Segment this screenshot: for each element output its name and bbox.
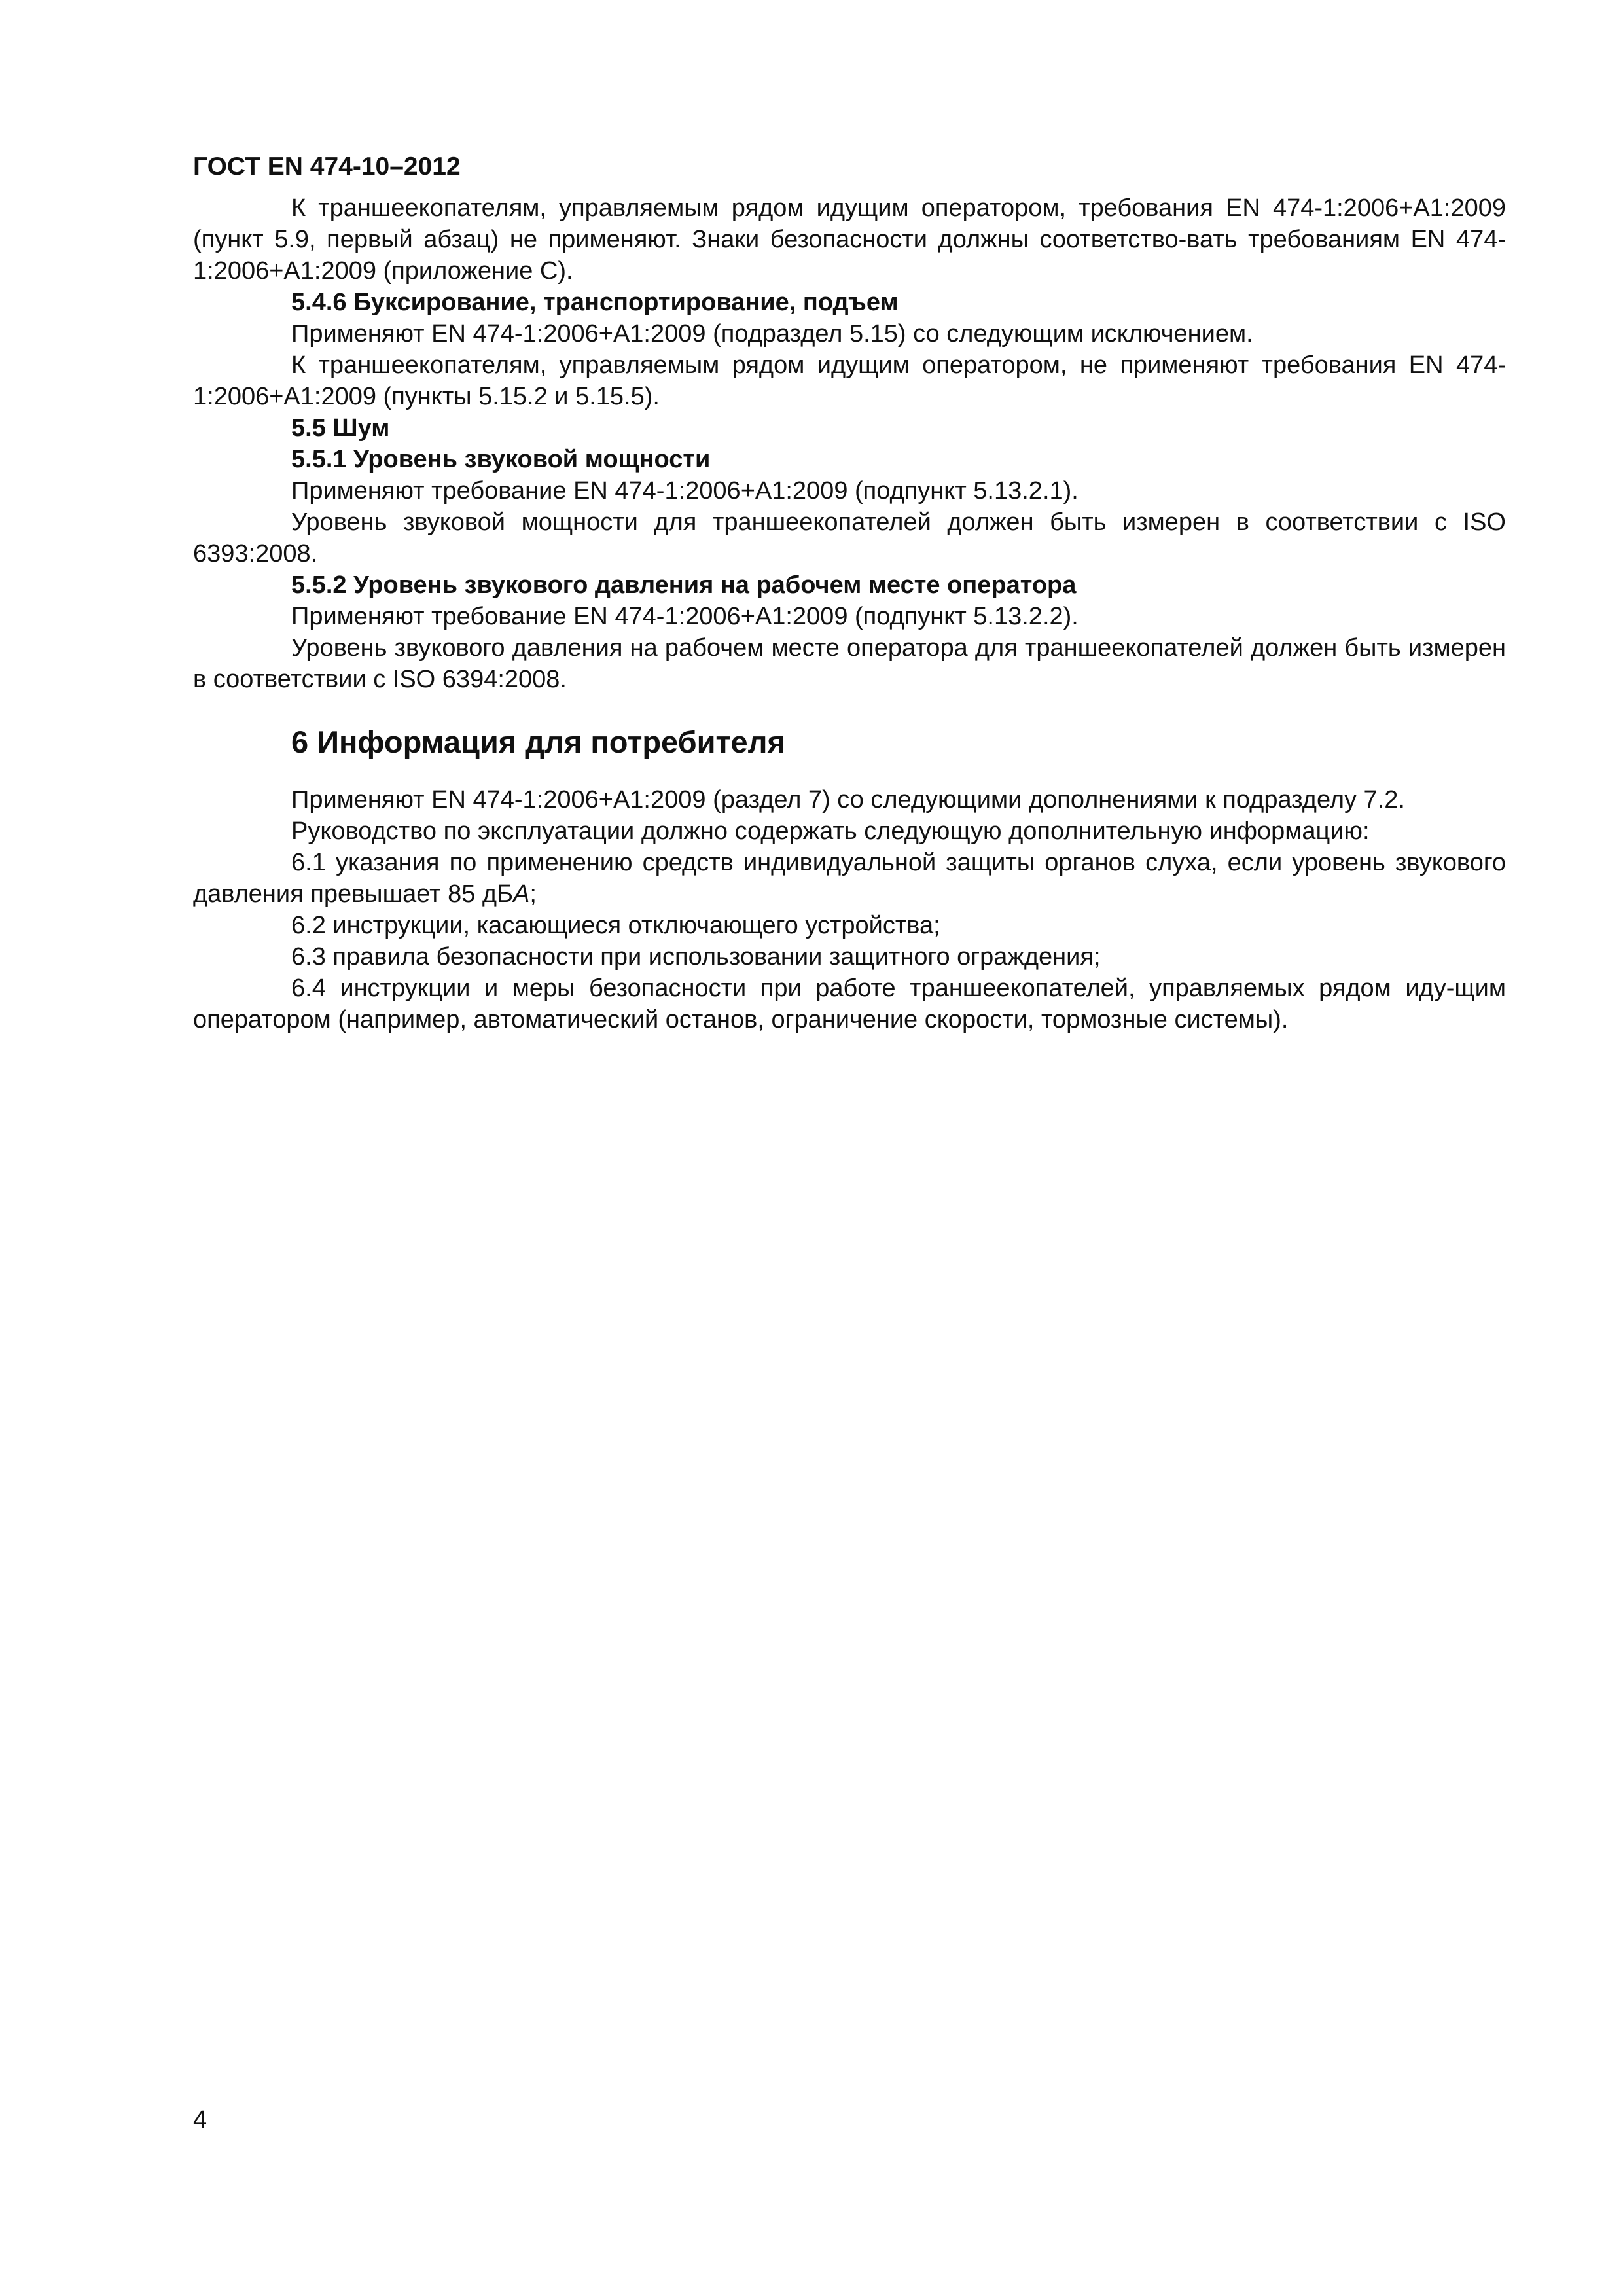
paragraph: Применяют EN 474-1:2006+A1:2009 (раздел 7) со следующими дополнениями к подразделу 7.2. <box>291 786 1405 814</box>
subsection-heading-5-4-6: 5.4.6 Буксирование, транспортирование, подъем <box>291 289 899 316</box>
document-page <box>193 151 1506 1035</box>
list-item-text: 6.1 указания по применению средств индивидуальной защиты органов слуха, если уровень звукового давления превышает 85 дБ <box>193 849 1506 908</box>
list-item-6-4: 6.4 инструкции и меры безопасности при работе траншеекопателей, управляемых рядом иду-щим оператором (например, автоматический останов, ограничение скорости, тормозные системы). <box>193 975 1506 1033</box>
list-item-6-1 <box>193 847 1506 910</box>
paragraph: Применяют требование EN 474-1:2006+A1:2009 (подпункт 5.13.2.1). <box>291 477 1079 505</box>
list-item-end: ; <box>529 880 537 908</box>
paragraph: Применяют EN 474-1:2006+A1:2009 (подраздел 5.15) со следующим исключением. <box>291 320 1253 348</box>
page-number: 4 <box>193 2106 207 2134</box>
paragraph: Руководство по эксплуатации должно содержать следующую дополнительную информацию: <box>291 817 1370 845</box>
list-item-6-2: 6.2 инструкции, касающиеся отключающего устройства; <box>291 912 940 939</box>
unit-letter: A <box>513 880 530 908</box>
paragraph: Уровень звукового давления на рабочем месте оператора для траншеекопателей должен быть измерен в соответствии с ISO 6394:2008. <box>193 634 1506 693</box>
paragraph: К траншеекопателям, управляемым рядом идущим оператором, требования EN 474-1:2006+A1:2009 (пункт 5.9, первый абзац) не применяют. Знаки безопасности должны соответство-вать требованиям EN 474-1:2006+A1:2009 (приложение С). <box>193 194 1506 285</box>
subsection-heading-5-5-1: 5.5.1 Уровень звуковой мощности <box>291 446 711 473</box>
paragraph: Применяют требование EN 474-1:2006+A1:2009 (подпункт 5.13.2.2). <box>291 603 1079 630</box>
subsection-heading-5-5-2: 5.5.2 Уровень звукового давления на рабочем месте оператора <box>291 571 1077 599</box>
list-item-6-3: 6.3 правила безопасности при использовании защитного ограждения; <box>291 943 1101 971</box>
paragraph: К траншеекопателям, управляемым рядом идущим оператором, не применяют требования EN 474-1:2006+A1:2009 (пункты 5.15.2 и 5.15.5). <box>193 351 1506 410</box>
document-header: ГОСТ EN 474-10–2012 <box>193 152 461 181</box>
section-heading-6: 6 Информация для потребителя <box>291 725 785 759</box>
paragraph: Уровень звуковой мощности для траншеекопателей должен быть измерен в соответствии с ISO 6393:2008. <box>193 509 1506 567</box>
subsection-heading-5-5: 5.5 Шум <box>291 414 390 442</box>
